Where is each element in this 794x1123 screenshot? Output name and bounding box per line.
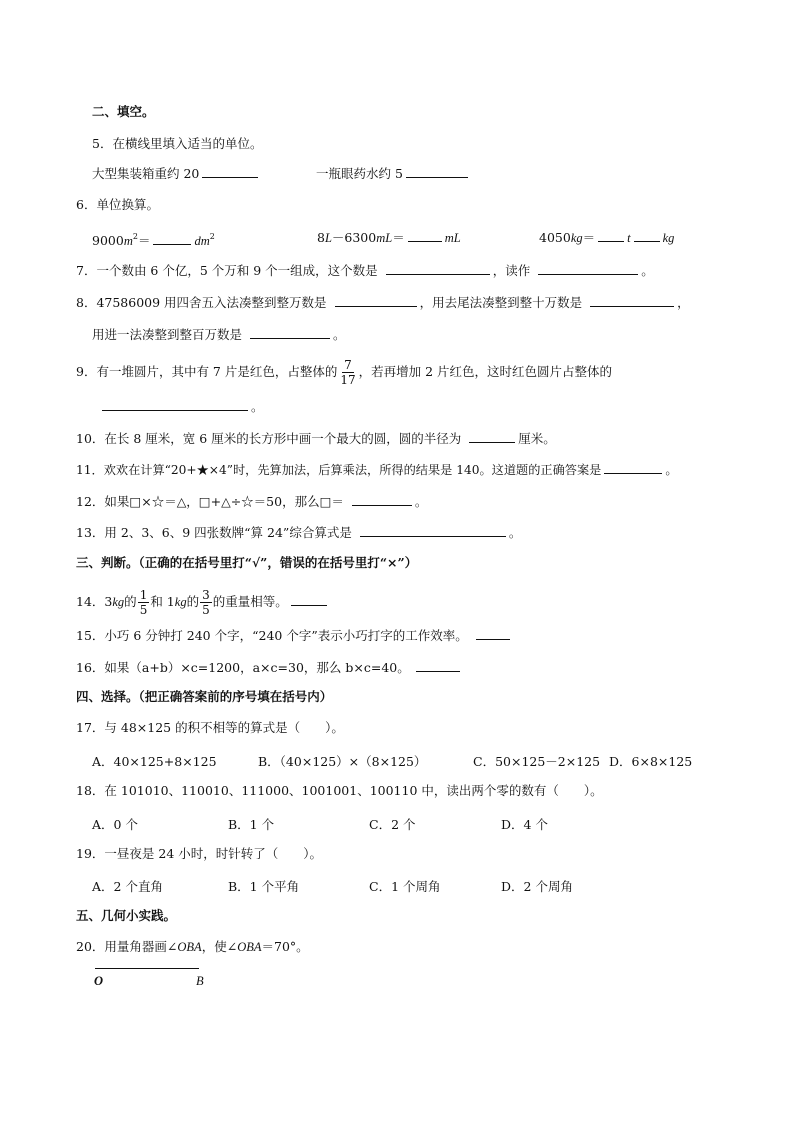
q5b-answer-blank[interactable] — [406, 165, 468, 178]
question-12 — [76, 493, 427, 510]
q7-end: 。 — [641, 263, 654, 278]
q14-unit-2: kg — [174, 595, 187, 609]
question-13 — [76, 524, 521, 541]
question-14 — [76, 588, 330, 617]
question-6-part-c — [539, 229, 674, 246]
q6c-unit2: t — [627, 231, 631, 245]
q13-text: 13．用 2、3、6、9 四张数牌“算 24”综合算式是 — [76, 525, 352, 540]
q17-option-d[interactable]: D．6×8×125 — [609, 754, 693, 769]
q20-angle-name-2: OBA — [237, 940, 262, 954]
q17-option-b[interactable]: B．（40×125）×（8×125） — [258, 754, 427, 769]
q14-de-2: 的 — [186, 594, 200, 609]
q9-numerator: 7 — [344, 358, 352, 372]
q10-answer-blank[interactable] — [469, 430, 515, 443]
q6b-unit2: mL — [376, 231, 393, 245]
ray-ob-line — [95, 968, 199, 969]
q14-value-1: 14．3 — [76, 594, 113, 609]
question-11 — [76, 461, 678, 478]
q6c-unit1: kg — [570, 231, 583, 245]
question-20-stem — [76, 939, 309, 955]
q6a-value: 9000 — [92, 233, 124, 248]
question-5-part-a — [92, 165, 261, 182]
q18-option-a[interactable]: A．0 个 — [92, 817, 138, 832]
q15-text: 15．小巧 6 分钟打 240 个字，“240 个字”表示小巧打字的工作效率。 — [76, 628, 468, 643]
q17-option-a[interactable]: A．40×125+8×125 — [92, 754, 217, 769]
q18-option-b[interactable]: B．1 个 — [228, 817, 275, 832]
q19-option-b[interactable]: B．1 个平角 — [228, 879, 300, 894]
q19-option-c[interactable]: C．1 个周角 — [369, 879, 441, 894]
q6a-unit2: dm — [194, 234, 210, 248]
q14-fraction-1 — [138, 588, 150, 617]
question-5-part-b — [316, 165, 471, 182]
question-6-part-b — [317, 229, 461, 246]
q6b-value: 8 — [317, 230, 325, 245]
q6b-equals: ＝ — [392, 230, 405, 245]
q20-text-2: ，使∠ — [201, 939, 238, 954]
q6a-unit: m — [123, 234, 133, 248]
q17-option-c[interactable]: C．50×125－2×125 — [473, 754, 601, 769]
q6b-unit3: mL — [444, 231, 461, 245]
q6c-equals: ＝ — [582, 230, 596, 245]
q8-comma: ， — [677, 295, 690, 310]
q7-answer-blank-number[interactable] — [386, 262, 490, 275]
q14-unit-1: kg — [112, 595, 125, 609]
section-heading-geometry: 五、几何小实践。 — [76, 908, 177, 923]
q19-option-d[interactable]: D．2 个周角 — [501, 879, 573, 894]
q9-denominator: 17 — [340, 373, 356, 387]
q6a-exp2: 2 — [209, 232, 215, 241]
q11-text: 11．欢欢在计算“20+★×4”时，先算加法，后算乘法，所得的结果是 140。这道题的正确答案是 — [76, 463, 602, 477]
q6c-answer-blank-1[interactable] — [598, 229, 624, 242]
q18-option-c[interactable]: C．2 个 — [369, 817, 416, 832]
q9-answer-blank[interactable] — [102, 398, 248, 411]
q14-denominator-2: 5 — [202, 603, 210, 617]
q8-answer-blank-2[interactable] — [590, 294, 674, 307]
q5a-answer-blank[interactable] — [202, 165, 258, 178]
q14-rest: 的重量相等。 — [212, 594, 288, 609]
q14-answer-blank[interactable] — [291, 593, 327, 606]
q5a-text: 大型集装箱重约 20 — [92, 166, 200, 181]
q19-option-a[interactable]: A．2 个直角 — [92, 879, 163, 894]
q10-end: 厘米。 — [518, 431, 556, 446]
q14-numerator-1: 1 — [139, 588, 148, 602]
q7-text: 7．一个数由 6 个亿，5 个万和 9 个一组成，这个数是 — [76, 263, 378, 278]
q9-rest-text: ，若再增加 2 片红色，这时红色圆片占整体的 — [358, 364, 613, 379]
q8-text-1: 8．47586009 用四舍五入法凑整到整万数是 — [76, 295, 327, 310]
q8-answer-blank-3[interactable] — [250, 326, 330, 339]
q6b-mid: －6300 — [331, 230, 377, 245]
point-b-label: B — [196, 974, 204, 988]
q13-end: 。 — [508, 525, 522, 540]
q16-text: 16．如果（a+b）×c=1200，a×c=30，那么 b×c=40。 — [76, 660, 410, 675]
question-6-stem: 6．单位换算。 — [76, 197, 159, 212]
q14-denominator-1: 5 — [139, 603, 148, 617]
q6b-unit1: L — [324, 231, 332, 245]
question-17-stem: 17．与 48×125 的积不相等的算式是（ ）。 — [76, 720, 344, 735]
q8-text-3: 用进一法凑整到整百万数是 — [92, 327, 243, 342]
question-18-stem: 18．在 101010、110010、111000、1001001、100110 中，读出两个零的数有（ ）。 — [76, 783, 603, 798]
question-19-stem: 19．一昼夜是 24 小时，时针转了（ ）。 — [76, 846, 323, 861]
q20-angle-name-1: OBA — [177, 940, 202, 954]
q16-answer-blank[interactable] — [416, 659, 460, 672]
question-9-line-1 — [76, 358, 612, 387]
q20-text-3: ＝70°。 — [261, 939, 309, 954]
q12-end: 。 — [414, 494, 428, 509]
question-8-line-1 — [76, 294, 690, 311]
q9-text: 9．有一堆圆片，其中有 7 片是红色，占整体的 — [76, 364, 338, 379]
q13-answer-blank[interactable] — [360, 524, 506, 537]
q14-and: 和 1 — [150, 594, 175, 609]
point-o-label: O — [94, 974, 104, 988]
q6c-unit3: kg — [662, 231, 675, 245]
q5b-text: 一瓶眼药水约 5 — [316, 166, 403, 181]
section-heading-judge: 三、判断。（正确的在括号里打“√”，错误的在括号里打“×”） — [76, 555, 418, 570]
q18-option-d[interactable]: D．4 个 — [501, 817, 548, 832]
q14-de-1: 的 — [124, 594, 137, 609]
question-6-part-a — [92, 229, 215, 249]
q6a-equals: ＝ — [137, 233, 151, 248]
section-heading-choice: 四、选择。（把正确答案前的序号填在括号内） — [76, 689, 333, 704]
q7-mid-text: ，读作 — [492, 263, 531, 278]
question-8-line-2 — [92, 326, 346, 343]
q12-text: 12．如果□×☆＝△，□+△÷☆＝50，那么□＝ — [76, 494, 344, 509]
q9-fraction — [338, 358, 357, 387]
q8-answer-blank-1[interactable] — [335, 294, 417, 307]
question-10 — [76, 430, 556, 447]
q6b-answer-blank[interactable] — [408, 229, 442, 242]
q14-numerator-2: 3 — [202, 588, 210, 602]
q11-answer-blank[interactable] — [604, 461, 662, 474]
q6a-answer-blank[interactable] — [153, 232, 191, 245]
q8-end: 。 — [333, 327, 346, 342]
q7-answer-blank-reading[interactable] — [538, 262, 638, 275]
q20-text-1: 20．用量角器画∠ — [76, 939, 178, 954]
question-9-line-2 — [92, 398, 264, 415]
q14-fraction-2 — [200, 588, 212, 617]
q11-end: 。 — [665, 463, 678, 477]
q9-end: 。 — [251, 399, 264, 414]
q12-answer-blank[interactable] — [352, 493, 412, 506]
q10-text: 10．在长 8 厘米，宽 6 厘米的长方形中画一个最大的圆，圆的半径为 — [76, 431, 462, 446]
q8-text-2: ，用去尾法凑整到整十万数是 — [419, 295, 583, 310]
question-7 — [76, 262, 654, 279]
question-16 — [76, 659, 463, 676]
q6c-value: 4050 — [539, 230, 571, 245]
section-heading-fill-in: 二、填空。 — [92, 104, 155, 119]
question-5-stem: 5．在横线里填入适当的单位。 — [92, 136, 263, 151]
q6c-answer-blank-2[interactable] — [634, 229, 660, 242]
q15-answer-blank[interactable] — [476, 627, 510, 640]
question-15 — [76, 627, 513, 644]
q6a-exp: 2 — [132, 232, 138, 241]
